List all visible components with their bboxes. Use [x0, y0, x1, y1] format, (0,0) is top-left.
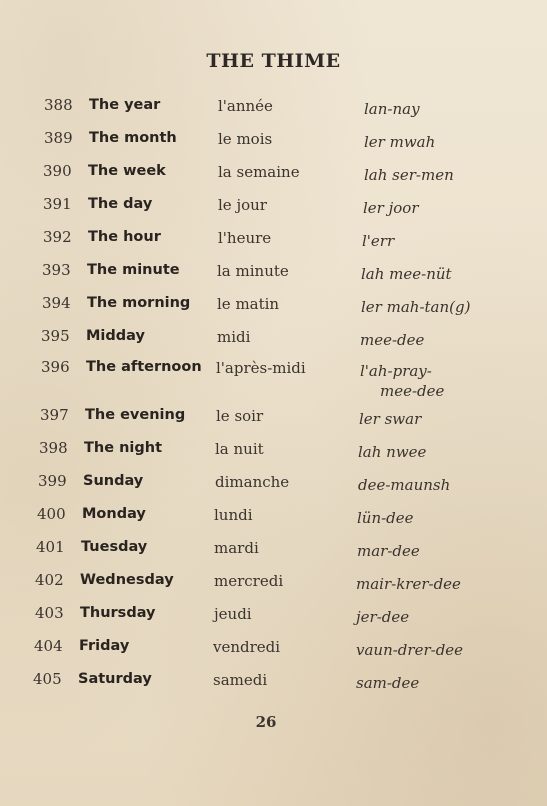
french-word: jeudi — [214, 605, 252, 623]
english-word: The year — [89, 97, 161, 113]
english-word: Monday — [82, 506, 146, 522]
french-word: lundi — [214, 506, 253, 524]
pronunciation — [359, 409, 421, 429]
pronunciation-line: lah mee-nüt — [361, 265, 452, 283]
list-item — [0, 406, 547, 432]
entry-number: 398 — [39, 439, 68, 457]
french-word: mardi — [214, 539, 259, 557]
english-word: The morning — [87, 295, 191, 311]
english-word: The night — [84, 440, 163, 456]
list-item — [0, 261, 547, 287]
list-item — [0, 358, 547, 400]
pronunciation-line: l'err — [362, 232, 395, 250]
entry-number: 389 — [44, 129, 73, 147]
list-item — [0, 637, 547, 663]
pronunciation-line: jer-dee — [356, 608, 410, 626]
french-word: le jour — [218, 196, 267, 214]
french-word: vendredi — [213, 638, 281, 656]
pronunciation — [357, 508, 414, 528]
french-word: l'heure — [218, 229, 272, 247]
pronunciation-line: mee-dee — [360, 331, 425, 349]
french-word: le soir — [216, 407, 264, 425]
entry-number: 388 — [44, 96, 73, 114]
list-item — [0, 294, 547, 320]
list-item — [0, 327, 547, 353]
pronunciation-line: l'ah-pray- — [360, 362, 432, 380]
page-title: THE THIME — [206, 50, 341, 72]
pronunciation — [362, 231, 394, 251]
pronunciation-line: vaun-drer-dee — [356, 641, 464, 659]
pronunciation-line: dee-maunsh — [358, 476, 451, 494]
french-word: dimanche — [215, 473, 290, 491]
english-word: Sunday — [83, 473, 144, 489]
pronunciation — [360, 361, 444, 401]
list-item — [0, 439, 547, 465]
entry-number: 393 — [42, 261, 71, 279]
pronunciation-line: ler swar — [359, 410, 422, 428]
pronunciation-line-2: mee-dee — [380, 382, 445, 400]
list-item — [0, 228, 547, 254]
french-word: le matin — [217, 295, 280, 313]
pronunciation — [363, 198, 419, 218]
pronunciation-line: ler joor — [363, 199, 419, 217]
pronunciation — [361, 264, 452, 284]
entry-number: 390 — [43, 162, 72, 180]
english-word: The evening — [85, 407, 186, 423]
list-item — [0, 505, 547, 531]
entry-number: 395 — [41, 327, 70, 345]
pronunciation-line: ler mah-tan(g) — [361, 298, 471, 316]
list-item — [0, 472, 547, 498]
pronunciation — [364, 165, 454, 185]
pronunciation-line: lan-nay — [364, 100, 420, 118]
pronunciation — [356, 607, 409, 627]
entry-number: 402 — [35, 571, 64, 589]
pronunciation — [364, 99, 420, 119]
list-item — [0, 604, 547, 630]
entry-number: 399 — [38, 472, 67, 490]
english-word: The day — [88, 196, 153, 212]
list-item — [0, 571, 547, 597]
entry-number: 405 — [33, 670, 62, 688]
pronunciation — [356, 640, 463, 660]
english-word: Midday — [86, 328, 145, 344]
pronunciation — [361, 297, 470, 317]
pronunciation-line: lah ser-men — [364, 166, 454, 184]
pronunciation-line: lün-dee — [357, 509, 414, 527]
pronunciation — [356, 574, 461, 594]
french-word: la nuit — [215, 440, 264, 458]
list-item — [0, 195, 547, 221]
pronunciation — [356, 673, 419, 693]
entry-number: 401 — [36, 538, 65, 556]
english-word: Tuesday — [81, 539, 148, 555]
french-word: samedi — [213, 671, 268, 689]
list-item — [0, 538, 547, 564]
english-word: Wednesday — [80, 572, 174, 588]
english-word: The month — [89, 130, 177, 146]
list-item — [0, 162, 547, 188]
english-word: The hour — [88, 229, 161, 245]
french-word: la minute — [217, 262, 289, 280]
pronunciation — [358, 442, 426, 462]
pronunciation-line: ler mwah — [364, 133, 436, 151]
french-word: midi — [217, 328, 251, 346]
entry-number: 394 — [42, 294, 71, 312]
pronunciation-line: mair-krer-dee — [356, 575, 461, 593]
french-word: l'après-midi — [216, 359, 306, 377]
pronunciation — [357, 541, 420, 561]
french-word: la semaine — [218, 163, 300, 181]
entry-number: 396 — [41, 358, 70, 376]
entry-number: 403 — [35, 604, 64, 622]
entry-number: 404 — [34, 637, 63, 655]
list-item — [0, 670, 547, 696]
english-word: The minute — [87, 262, 180, 278]
english-word: Thursday — [80, 605, 156, 621]
english-word: The afternoon — [86, 359, 202, 375]
english-word: Saturday — [78, 671, 152, 687]
pronunciation-line: sam-dee — [356, 674, 420, 692]
pronunciation — [364, 132, 435, 152]
entry-number: 391 — [43, 195, 72, 213]
pronunciation — [358, 475, 450, 495]
french-word: l'année — [218, 97, 273, 115]
english-word: The week — [88, 163, 166, 179]
pronunciation-line: mar-dee — [357, 542, 420, 560]
english-word: Friday — [79, 638, 130, 654]
entry-number: 397 — [40, 406, 69, 424]
pronunciation-line: lah nwee — [358, 443, 427, 461]
french-word: le mois — [218, 130, 273, 148]
pronunciation — [360, 330, 424, 350]
list-item — [0, 129, 547, 155]
french-word: mercredi — [214, 572, 284, 590]
list-item — [0, 96, 547, 122]
page-number: 26 — [255, 713, 277, 731]
entry-number: 392 — [43, 228, 72, 246]
entry-number: 400 — [37, 505, 66, 523]
